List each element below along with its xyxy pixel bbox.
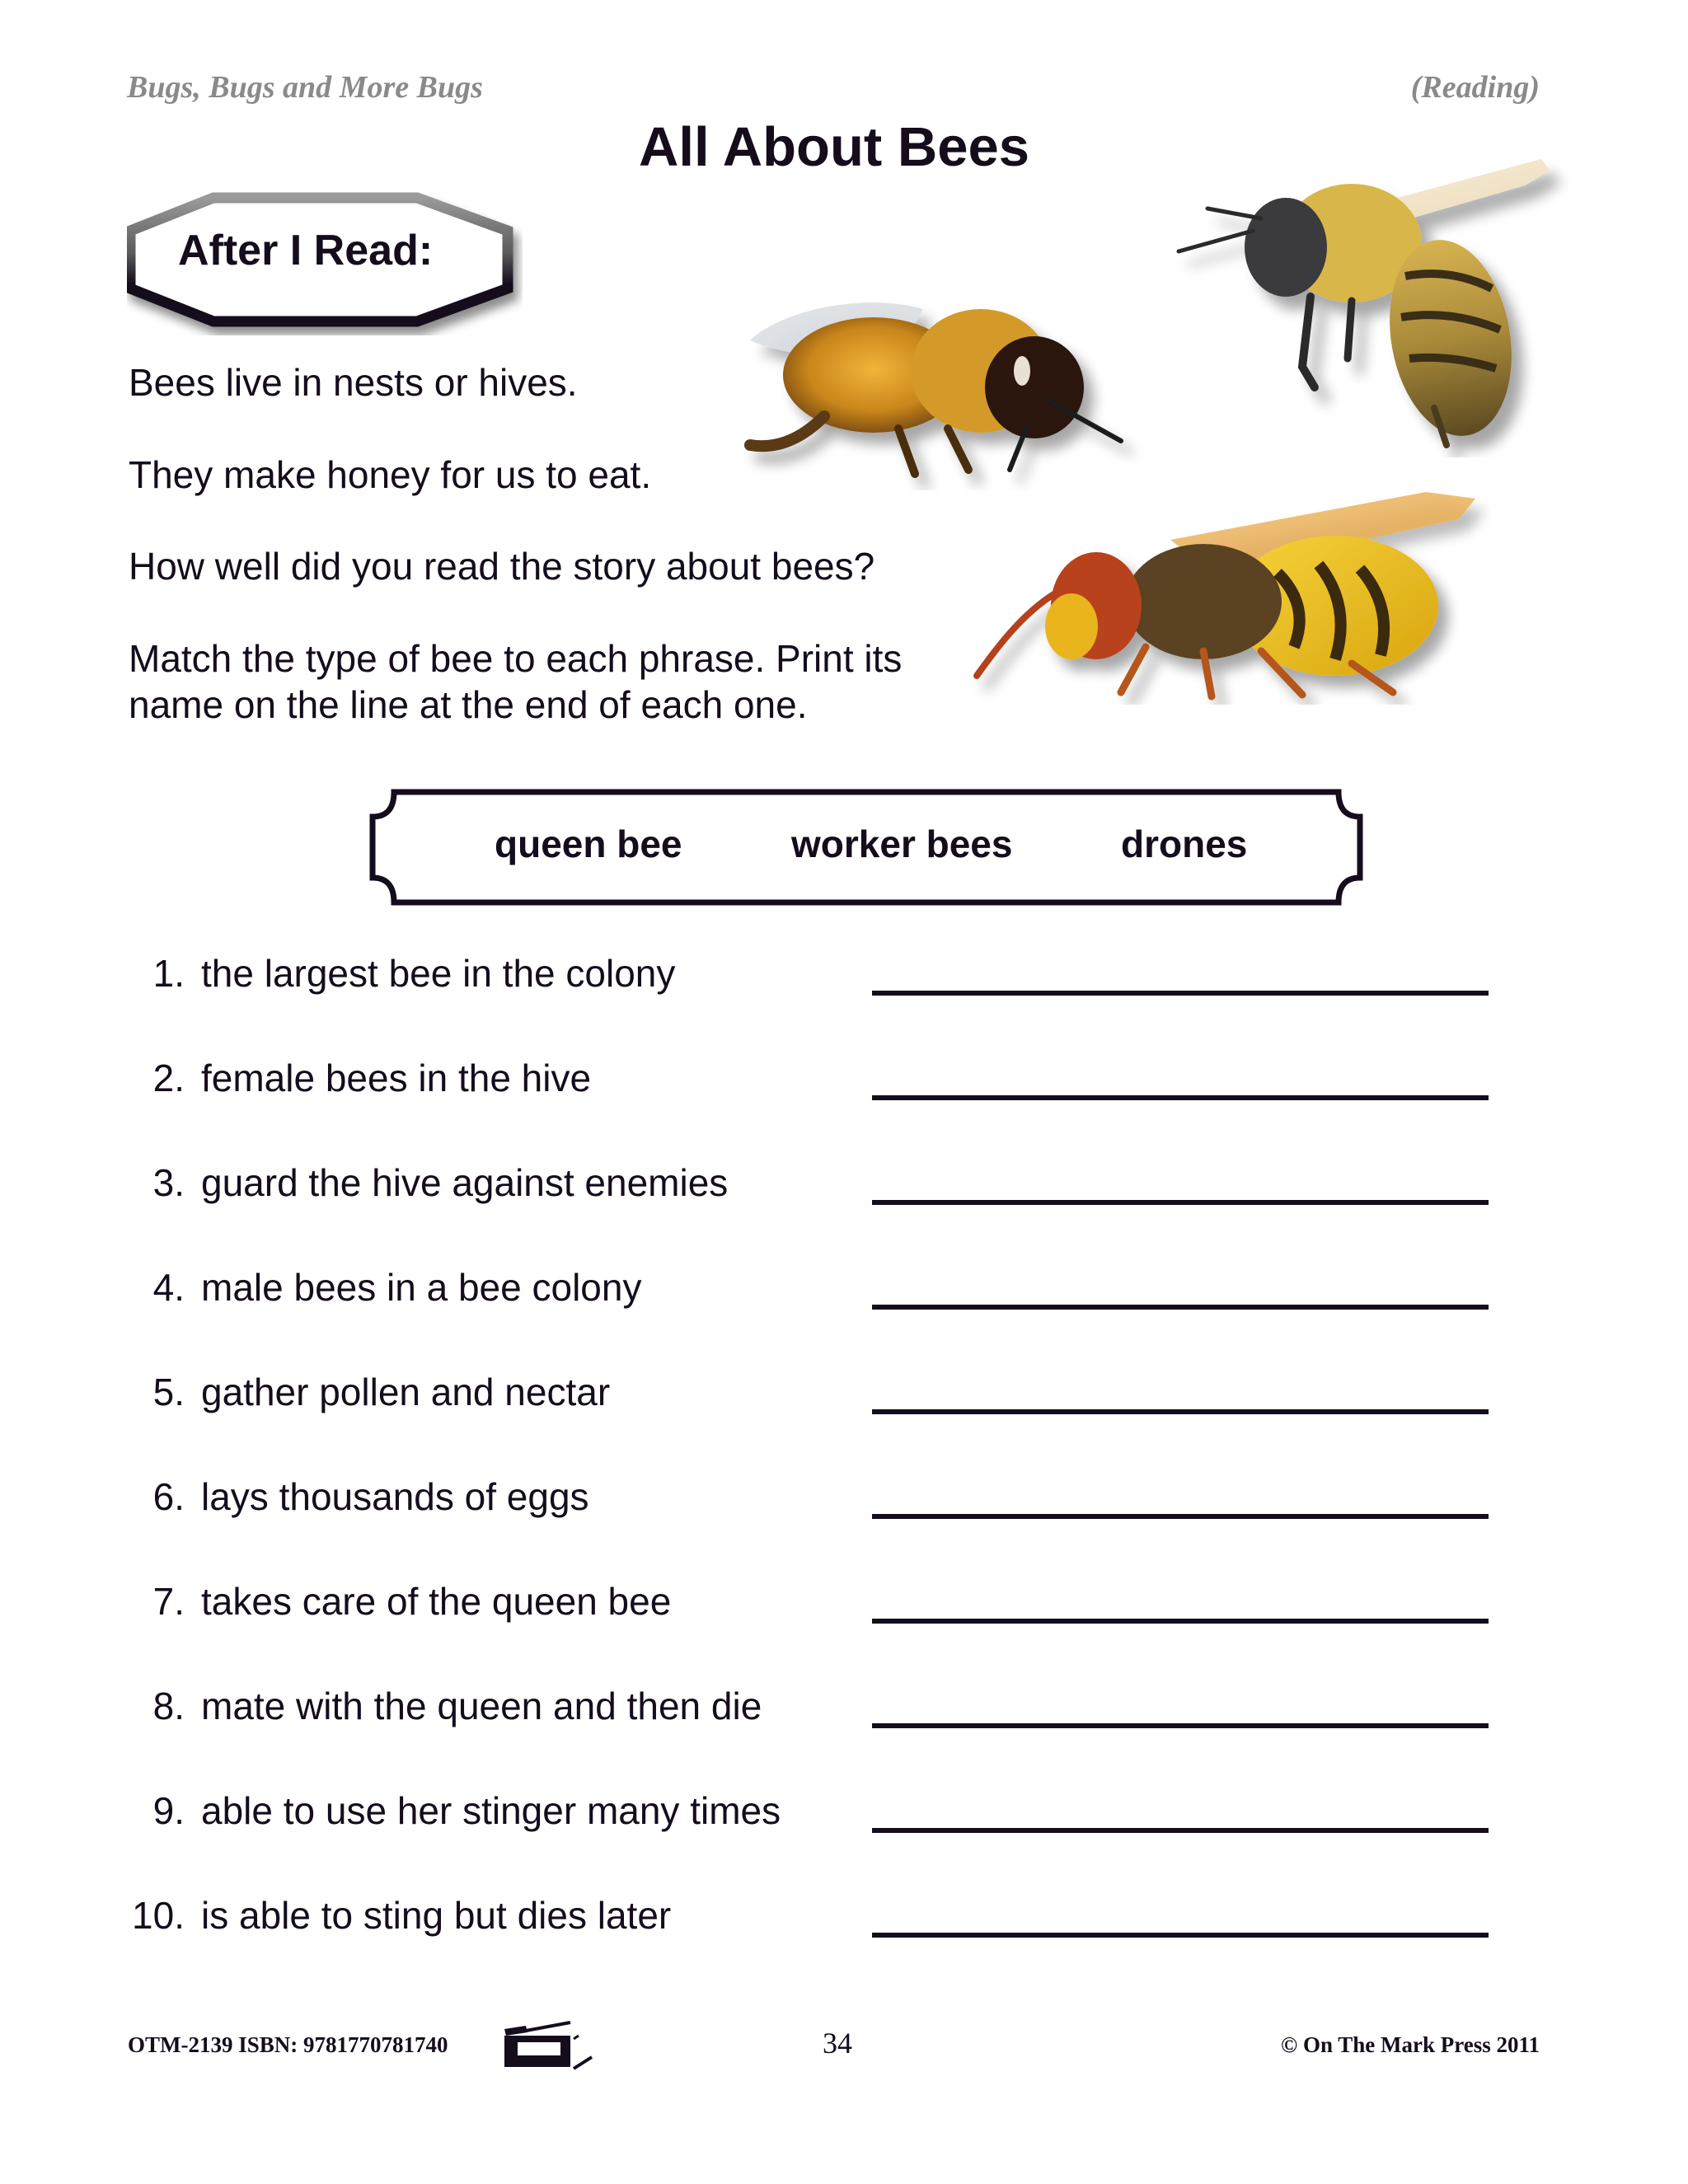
question-item (0, 1160, 1688, 1265)
honey-bee-drone-image (734, 276, 1162, 490)
question-prompt: How well did you read the story about bees? (129, 545, 875, 588)
item-text: the largest bee in the colony (201, 952, 676, 995)
intro-line-2: They make honey for us to eat. (129, 453, 652, 496)
item-number: 5. (152, 1371, 185, 1413)
photocopier-icon (503, 2021, 598, 2070)
item-number: 2. (152, 1057, 185, 1099)
item-number: 10. (132, 1894, 185, 1937)
page-title: All About Bees (638, 116, 1029, 178)
item-number: 1. (152, 952, 185, 995)
question-item (0, 1893, 1688, 1998)
item-text: able to use her stinger many times (201, 1789, 781, 1832)
answer-line[interactable] (872, 991, 1489, 996)
item-text: male bees in a bee colony (201, 1266, 642, 1309)
question-item (0, 951, 1688, 1056)
answer-line[interactable] (872, 1200, 1489, 1205)
item-text: gather pollen and nectar (201, 1371, 611, 1413)
item-number: 9. (152, 1789, 185, 1832)
item-text: female bees in the hive (201, 1057, 592, 1099)
hornet-image (964, 482, 1492, 705)
instructions (129, 635, 902, 728)
footer-copyright: © On The Mark Press 2011 (1281, 2032, 1540, 2057)
answer-line[interactable] (872, 1828, 1489, 1833)
after-i-read-badge (127, 191, 514, 323)
question-item (0, 1265, 1688, 1370)
answer-line[interactable] (872, 1619, 1489, 1624)
item-number: 3. (152, 1161, 185, 1204)
running-head-section: (Reading) (1410, 70, 1540, 105)
question-item (0, 1788, 1688, 1893)
answer-line[interactable] (872, 1305, 1489, 1310)
item-text: takes care of the queen bee (201, 1580, 672, 1623)
question-item (0, 1056, 1688, 1160)
item-number: 4. (152, 1266, 185, 1309)
page-number: 34 (823, 2027, 852, 2060)
item-number: 7. (152, 1580, 185, 1623)
item-number: 8. (152, 1685, 185, 1727)
answer-line[interactable] (872, 1095, 1489, 1100)
word-bank-worker-bees: worker bees (791, 823, 1013, 865)
word-bank-drones: drones (1121, 823, 1248, 865)
question-item (0, 1579, 1688, 1684)
intro-line-1: Bees live in nests or hives. (129, 361, 578, 404)
answer-line[interactable] (872, 1723, 1489, 1728)
footer-code-isbn: OTM-2139 ISBN: 9781770781740 (128, 2032, 448, 2057)
item-text: guard the hive against enemies (201, 1161, 729, 1204)
honey-bee-worker-image (1162, 152, 1574, 457)
item-text: lays thousands of eggs (201, 1475, 589, 1518)
word-bank (369, 789, 1363, 906)
answer-line[interactable] (872, 1514, 1489, 1519)
item-text: is able to sting but dies later (201, 1894, 672, 1937)
question-item (0, 1474, 1688, 1579)
word-bank-queen-bee: queen bee (495, 823, 682, 865)
running-head-book-title: Bugs, Bugs and More Bugs (127, 70, 483, 105)
instructions-line-2: name on the line at the end of each one. (129, 683, 808, 726)
question-item (0, 1684, 1688, 1788)
item-number: 6. (152, 1475, 185, 1518)
item-text: mate with the queen and then die (201, 1685, 762, 1727)
answer-line[interactable] (872, 1933, 1489, 1938)
after-i-read-label: After I Read: (178, 227, 434, 274)
answer-line[interactable] (872, 1409, 1489, 1414)
question-item (0, 1370, 1688, 1474)
instructions-line-1: Match the type of bee to each phrase. Print its (129, 637, 903, 680)
